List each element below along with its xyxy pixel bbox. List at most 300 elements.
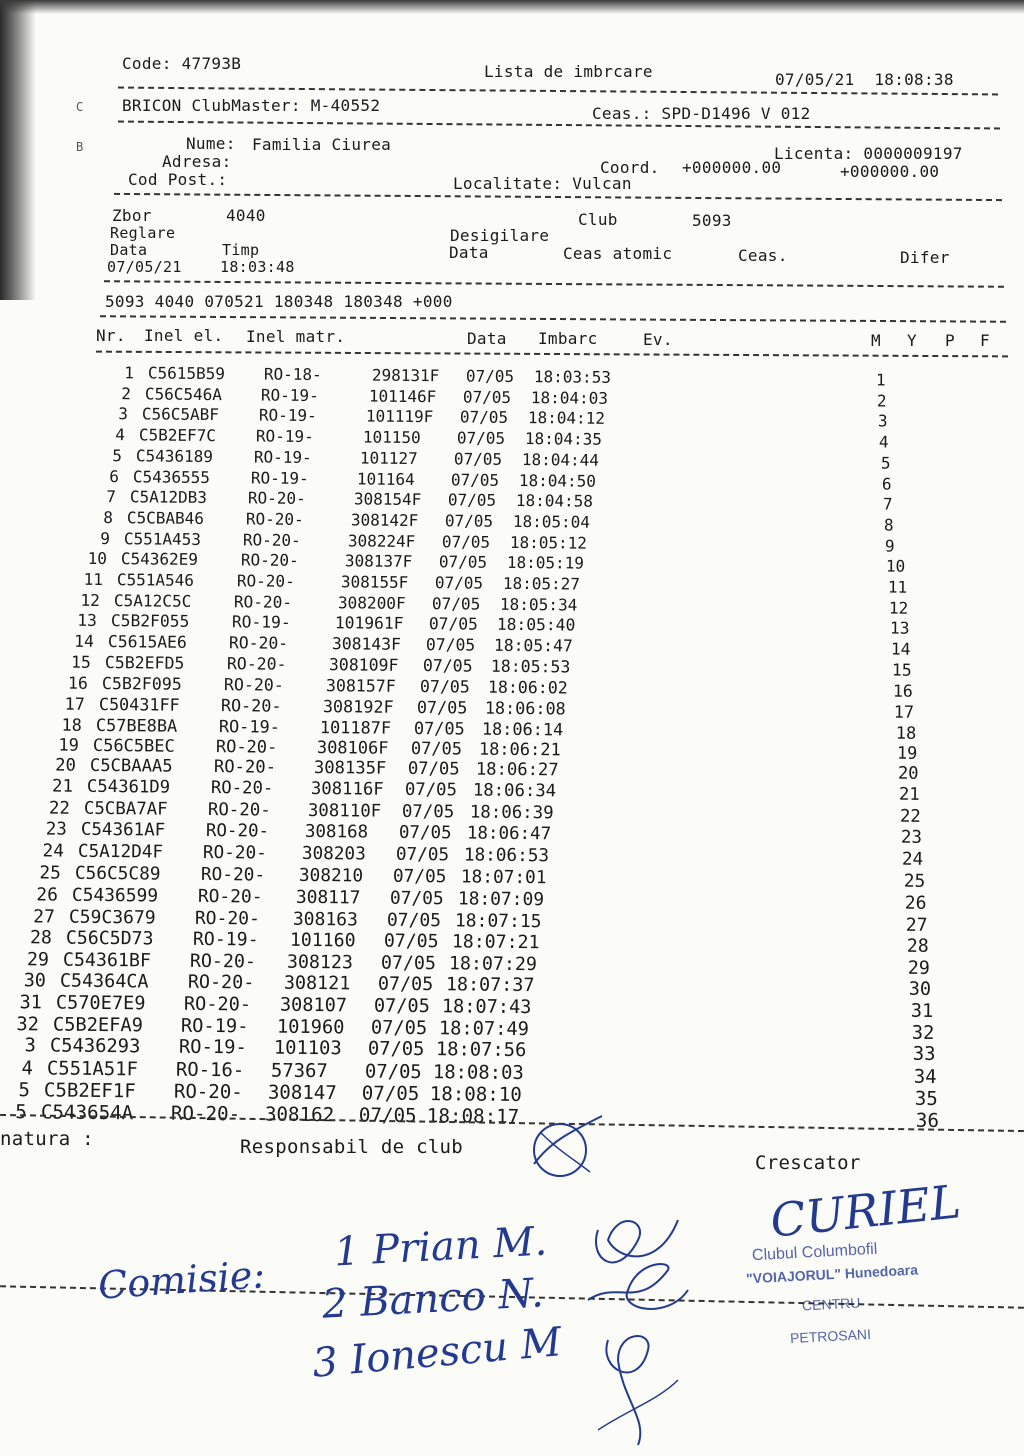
- rank-m: 31: [910, 1000, 934, 1022]
- row-number: 4: [115, 425, 125, 445]
- ring-prefix: RO-19-: [218, 715, 281, 737]
- ring-prefix: RO-20-: [247, 488, 306, 509]
- row-number: 15: [70, 652, 91, 672]
- ceas-atomic-label: Ceas atomic: [563, 244, 673, 263]
- arrival-time: 18:08:10: [429, 1082, 522, 1107]
- ring-prefix: RO-20-: [189, 950, 257, 973]
- electronic-ring: C543654A: [40, 1100, 134, 1125]
- arrival-time: 18:05:53: [490, 656, 571, 677]
- arrival-time: 18:06:02: [487, 677, 568, 697]
- club-label: Club: [578, 210, 618, 229]
- rank-m: 12: [888, 598, 909, 618]
- arrival-time: 18:04:12: [527, 408, 606, 429]
- row-number: 32: [16, 1013, 39, 1035]
- flight-summary-line: 5093 4040 070521 180348 180348 +000: [105, 292, 453, 311]
- ring-prefix: RO-16-: [175, 1058, 245, 1082]
- arrival-date: 07/05: [453, 449, 503, 469]
- ring-number: 308147: [267, 1080, 337, 1105]
- arrival-time: 18:07:15: [454, 909, 542, 932]
- rank-m: 30: [908, 979, 932, 1001]
- ring-prefix: RO-19-: [250, 467, 309, 488]
- desigilare-label: Desigilare: [450, 226, 550, 245]
- arrival-date: 07/05: [383, 930, 439, 953]
- row-number: 13: [77, 611, 97, 631]
- col-inel-el: Inel el.: [144, 326, 224, 345]
- row-number: 5: [18, 1078, 30, 1102]
- rank-m: 23: [900, 827, 923, 849]
- arrival-date: 07/05: [465, 366, 515, 386]
- divider: [100, 315, 1006, 323]
- arrival-time: 18:06:21: [478, 739, 561, 760]
- arrival-date: 07/05: [367, 1038, 425, 1061]
- stamp-line-1: Clubul Columbofil: [751, 1240, 878, 1265]
- arrival-time: 18:03:53: [533, 367, 612, 387]
- electronic-ring: C5A12D4F: [77, 841, 164, 863]
- arrival-time: 18:06:53: [463, 845, 550, 867]
- page-top-shadow: [0, 0, 1024, 14]
- rank-m: 13: [889, 618, 910, 639]
- ring-number: 308117: [295, 886, 361, 909]
- electronic-ring: C5436189: [135, 446, 214, 466]
- row-number: 16: [67, 673, 88, 693]
- electronic-ring: C5B2EFD5: [104, 652, 185, 673]
- divider: [114, 193, 1002, 201]
- ring-number: 308137F: [344, 551, 413, 572]
- ring-number: 308154F: [353, 489, 422, 510]
- rank-m: 35: [914, 1087, 938, 1111]
- reglare-date: 07/05/21: [107, 258, 182, 276]
- arrival-date: 07/05: [404, 779, 458, 801]
- rank-m: 15: [891, 660, 912, 680]
- rank-m: 2: [876, 391, 887, 411]
- clock-id: Ceas.: SPD-D1496 V 012: [592, 104, 811, 123]
- ring-prefix: RO-20-: [183, 993, 252, 1016]
- ring-number: 308107: [279, 994, 348, 1017]
- print-datetime: 07/05/21 18:08:38: [775, 70, 954, 89]
- ring-prefix: RO-20-: [215, 736, 278, 758]
- row-number: 27: [33, 905, 55, 928]
- ring-number: 101160: [289, 929, 356, 952]
- ring-prefix: RO-20-: [200, 864, 266, 886]
- arrival-date: 07/05: [434, 573, 484, 593]
- rank-m: 25: [903, 871, 926, 893]
- rank-m: 6: [881, 473, 892, 494]
- rank-m: 26: [904, 892, 927, 914]
- ring-prefix: RO-19-: [258, 405, 317, 426]
- arrival-time: 18:07:37: [445, 974, 535, 997]
- electronic-ring: C5615B59: [147, 363, 226, 384]
- col-m: M: [871, 331, 881, 350]
- coord-value-1: +000000.00: [682, 158, 782, 177]
- ring-number: 101187F: [319, 716, 392, 738]
- ring-number: 308210: [298, 865, 364, 887]
- arrival-date: 07/05: [373, 995, 430, 1018]
- ring-prefix: RO-19-: [253, 447, 312, 467]
- rank-m: 29: [907, 957, 930, 979]
- ring-prefix: RO-19-: [180, 1015, 249, 1037]
- arrival-date: 07/05: [370, 1017, 428, 1039]
- ring-prefix: RO-19-: [178, 1036, 247, 1059]
- electronic-ring: C5615AE6: [107, 632, 187, 652]
- commission-label: Comisie:: [96, 1252, 267, 1308]
- arrival-time: 18:04:35: [524, 429, 603, 449]
- ring-prefix: RO-19-: [231, 612, 291, 633]
- electronic-ring: C56C5C89: [74, 863, 161, 885]
- arrival-date: 07/05: [441, 531, 491, 552]
- row-number: 6: [109, 466, 119, 486]
- rank-m: 21: [898, 784, 920, 805]
- ring-number: 308163: [292, 908, 359, 931]
- arrival-date: 07/05: [419, 676, 470, 697]
- arrival-date: 07/05: [386, 909, 442, 931]
- col-p: P: [945, 331, 955, 350]
- ring-prefix: RO-20-: [233, 591, 293, 612]
- arrival-time: 18:04:58: [515, 491, 594, 511]
- row-number: 18: [61, 714, 82, 735]
- rank-m: 11: [887, 577, 908, 597]
- arrival-date: 07/05: [425, 635, 476, 655]
- name-value: Familia Ciurea: [252, 135, 392, 154]
- row-number: 21: [51, 776, 73, 797]
- code-label: Code: 47793B: [122, 54, 242, 73]
- commission-member-3: 3 Ionescu M: [310, 1319, 564, 1387]
- electronic-ring: C551A546: [116, 570, 195, 590]
- data-label: Data: [110, 241, 148, 259]
- ring-number: 308142F: [350, 510, 419, 530]
- electronic-ring: C54361D9: [86, 776, 171, 798]
- ring-prefix: RO-20-: [213, 757, 277, 778]
- electronic-ring: C5436555: [132, 466, 211, 487]
- electronic-ring: C5B2F055: [110, 611, 190, 632]
- arrival-date: 07/05: [462, 387, 512, 407]
- divider: [96, 351, 1008, 358]
- arrival-date: 07/05: [392, 866, 447, 888]
- arrival-date: 07/05: [459, 407, 509, 428]
- rank-m: 10: [885, 556, 906, 576]
- divider: [104, 280, 1004, 287]
- ceas-label: Ceas.: [738, 246, 788, 265]
- arrival-time: 18:07:01: [460, 866, 547, 889]
- electronic-ring: C5B2EF1F: [43, 1078, 136, 1103]
- commission-member-1: 1 Prian M.: [332, 1218, 549, 1276]
- col-ev: Ev.: [643, 330, 673, 349]
- arrival-date: 07/05: [438, 552, 488, 572]
- electronic-ring: C5B2F095: [101, 673, 182, 694]
- rank-m: 24: [901, 849, 924, 870]
- row-number: 25: [39, 862, 61, 884]
- row-number: 23: [45, 819, 67, 840]
- ring-prefix: RO-20-: [242, 529, 301, 550]
- rank-m: 9: [884, 536, 895, 556]
- arrival-date: 07/05: [456, 428, 506, 448]
- address-label: Adresa:: [162, 152, 232, 171]
- rank-m: 18: [895, 722, 917, 743]
- electronic-ring: C50431FF: [98, 694, 180, 715]
- row-number: 19: [58, 735, 79, 756]
- arrival-date: 07/05: [398, 823, 452, 844]
- arrival-time: 18:08:03: [432, 1060, 524, 1084]
- electronic-ring: C54361AF: [80, 819, 166, 841]
- difer-label: Difer: [900, 248, 950, 267]
- row-number: 22: [48, 798, 70, 819]
- divider: [118, 121, 1000, 130]
- ring-number: 308106F: [316, 737, 389, 759]
- rank-m: 16: [892, 681, 913, 701]
- ring-prefix: RO-20-: [228, 633, 289, 653]
- row-number: 12: [80, 590, 100, 610]
- ring-number: 298131F: [371, 365, 440, 386]
- rank-m: 8: [883, 515, 894, 535]
- zbor-value: 4040: [226, 206, 266, 225]
- ring-number: 308203: [301, 843, 366, 865]
- rank-m: 36: [915, 1108, 940, 1133]
- row-number: 3: [118, 404, 128, 424]
- ring-prefix: RO-20-: [226, 653, 287, 674]
- arrival-time: 18:07:21: [451, 931, 540, 954]
- ring-prefix: RO-20-: [197, 885, 263, 908]
- arrival-time: 18:06:47: [466, 823, 552, 845]
- electronic-ring: C56C5ABF: [141, 404, 220, 425]
- ring-number: 101127: [359, 448, 418, 468]
- locality: Localitate: Vulcan: [453, 174, 632, 193]
- col-nr: Nr.: [96, 326, 126, 345]
- ring-prefix: RO-20-: [220, 695, 282, 716]
- row-number: 4: [21, 1057, 33, 1080]
- ring-prefix: RO-20-: [173, 1080, 243, 1104]
- row-number: 26: [36, 884, 58, 906]
- ring-prefix: RO-20-: [194, 907, 261, 930]
- ring-number: 308155F: [340, 572, 409, 592]
- reglare-time: 18:03:48: [220, 258, 295, 276]
- row-number: 5: [112, 445, 122, 465]
- ring-prefix: RO-20-: [223, 674, 284, 695]
- postcode-label: Cod Post.:: [128, 170, 228, 189]
- arrival-time: 18:07:09: [457, 888, 545, 911]
- arrival-date: 07/05: [447, 490, 497, 510]
- electronic-ring: C54362E9: [120, 549, 199, 570]
- ring-number: 308143F: [331, 634, 402, 654]
- desigilare-data-label: Data: [449, 243, 489, 262]
- arrival-time: 18:06:39: [469, 802, 554, 823]
- club-responsible-signature-icon: [520, 1112, 610, 1182]
- margin-mark-b: B: [76, 140, 84, 154]
- arrival-time: 18:04:03: [530, 387, 609, 408]
- ring-prefix: RO-20-: [207, 799, 271, 821]
- ring-number: 308123: [286, 951, 354, 974]
- coord-label: Coord.: [600, 158, 660, 177]
- ring-prefix: RO-20-: [236, 571, 295, 591]
- arrival-time: 18:06:08: [484, 697, 566, 719]
- electronic-ring: C5CBAB46: [126, 508, 205, 528]
- electronic-ring: C5B2EFA9: [52, 1014, 144, 1036]
- stamp-line-4: PETROSANI: [789, 1325, 872, 1347]
- rank-m: 22: [899, 806, 921, 827]
- electronic-ring: C5CBAAA5: [89, 756, 173, 777]
- ring-number: 101961F: [334, 613, 404, 634]
- row-number: 9: [100, 528, 110, 548]
- margin-mark-c: C: [76, 100, 84, 114]
- electronic-ring: C551A453: [123, 528, 202, 549]
- arrival-time: 18:05:47: [493, 635, 573, 656]
- rank-m: 28: [906, 935, 929, 958]
- row-number: 20: [55, 755, 76, 777]
- license-number: Licenta: 0000009197: [774, 144, 963, 163]
- rank-m: 17: [893, 701, 915, 722]
- electronic-ring: C56C5BEC: [92, 735, 175, 757]
- row-number: 8: [103, 507, 113, 527]
- arrival-date: 07/05: [361, 1081, 420, 1106]
- commission-member-2: 2 Banco N.: [320, 1270, 545, 1328]
- club-value: 5093: [692, 211, 732, 230]
- arrival-time: 18:05:34: [499, 594, 578, 615]
- ring-prefix: RO-19-: [260, 385, 319, 405]
- row-number: 14: [74, 631, 94, 651]
- arrival-date: 07/05: [431, 593, 481, 614]
- rank-m: 19: [896, 743, 918, 764]
- electronic-ring: C56C5D73: [65, 927, 154, 950]
- stamp-line-3: CENTRU: [801, 1294, 861, 1314]
- ring-number: 101960: [276, 1016, 345, 1038]
- ring-number: 101164: [356, 468, 415, 489]
- ring-number: 101146F: [368, 386, 437, 406]
- rank-m: 27: [905, 914, 928, 936]
- arrival-time: 18:04:50: [518, 470, 597, 491]
- arrival-time: 18:05:27: [502, 573, 581, 594]
- col-data: Data: [467, 329, 507, 348]
- document-title: Lista de imbrcare: [484, 62, 653, 81]
- rank-m: 3: [877, 411, 888, 431]
- ring-number: 308168: [304, 822, 369, 843]
- signature-label: natura :: [0, 1128, 94, 1150]
- ring-prefix: RO-20-: [240, 550, 299, 571]
- stamp-line-2: "VOIAJORUL" Hunedoara: [745, 1261, 919, 1287]
- col-y: Y: [907, 331, 917, 350]
- electronic-ring: C570E7E9: [55, 992, 146, 1015]
- ring-number: 308109F: [328, 654, 399, 675]
- row-number: 11: [83, 569, 103, 589]
- breeder-label: Crescator: [755, 1152, 861, 1174]
- arrival-date: 07/05: [422, 655, 473, 676]
- arrival-time: 18:07:56: [435, 1039, 527, 1062]
- commission-signatures-icon: [578, 1200, 698, 1450]
- ring-number: 308121: [283, 973, 351, 995]
- electronic-ring: C57BE8BA: [95, 714, 178, 736]
- electronic-ring: C551A51F: [46, 1057, 138, 1081]
- ring-prefix: RO-20-: [210, 778, 274, 799]
- ring-prefix: RO-18-: [263, 364, 322, 385]
- name-label: Nume:: [186, 134, 236, 153]
- row-number: 5: [15, 1100, 27, 1124]
- electronic-ring: C54361BF: [62, 949, 152, 972]
- timp-label: Timp: [222, 241, 260, 259]
- row-number: 10: [87, 549, 107, 569]
- electronic-ring: C59C3679: [68, 906, 156, 929]
- electronic-ring: C5A12C5C: [113, 590, 192, 611]
- ring-number: 308200F: [337, 592, 406, 613]
- ring-number: 57367: [270, 1059, 328, 1082]
- ring-prefix: RO-20-: [205, 821, 270, 842]
- ring-prefix: RO-19-: [192, 929, 259, 951]
- rank-m: 1: [875, 370, 886, 390]
- rank-m: 20: [897, 763, 919, 785]
- arrival-date: 07/05: [407, 759, 460, 780]
- ring-prefix: RO-20-: [170, 1101, 241, 1126]
- arrival-time: 18:05:40: [496, 615, 576, 635]
- arrival-date: 07/05: [358, 1103, 417, 1127]
- arrival-date: 07/05: [416, 697, 468, 718]
- arrival-date: 07/05: [428, 614, 478, 634]
- rank-m: 33: [912, 1043, 936, 1066]
- ring-number: 308135F: [313, 758, 387, 780]
- arrival-date: 07/05: [389, 887, 444, 910]
- ring-number: 308116F: [310, 778, 384, 800]
- ring-number: 101119F: [365, 406, 434, 427]
- ring-number: 101150: [362, 427, 421, 448]
- electronic-ring: C56C546A: [144, 384, 223, 404]
- arrival-date: 07/05: [380, 952, 437, 974]
- reglare-label: Reglare: [110, 224, 176, 242]
- arrival-date: 07/05: [377, 974, 434, 996]
- col-f: F: [980, 331, 990, 350]
- row-number: 24: [42, 841, 64, 862]
- electronic-ring: C5A12DB3: [129, 487, 208, 508]
- arrival-time: 18:05:19: [506, 553, 585, 573]
- col-inel-matr: Inel matr.: [246, 327, 346, 346]
- ring-prefix: RO-20-: [202, 842, 267, 864]
- arrival-time: 18:06:27: [475, 759, 559, 781]
- arrival-date: 07/05: [413, 717, 465, 739]
- rank-m: 5: [880, 453, 891, 473]
- row-number: 17: [64, 693, 85, 715]
- arrival-date: 07/05: [395, 844, 450, 866]
- rank-m: 34: [913, 1065, 937, 1088]
- arrival-date: 07/05: [364, 1060, 422, 1083]
- coord-value-2: +000000.00: [840, 162, 940, 181]
- rank-m: 14: [890, 639, 911, 659]
- row-number: 29: [26, 949, 49, 971]
- electronic-ring: C5B2EF7C: [138, 425, 217, 446]
- club-master: BRICON ClubMaster: M-40552: [122, 96, 381, 115]
- club-responsible-label: Responsabil de club: [240, 1136, 464, 1158]
- ring-number: 308162: [264, 1102, 335, 1127]
- row-number: 3: [24, 1035, 36, 1057]
- arrival-time: 18:06:14: [481, 718, 564, 740]
- arrival-date: 07/05: [444, 511, 494, 531]
- arrival-time: 18:05:12: [509, 532, 588, 553]
- ring-number: 308157F: [325, 675, 396, 696]
- arrival-time: 18:04:44: [521, 449, 600, 470]
- row-number: 7: [106, 487, 116, 507]
- rank-m: 32: [911, 1022, 935, 1044]
- electronic-ring: C5436293: [49, 1035, 141, 1058]
- electronic-ring: C5CBA7AF: [83, 798, 168, 820]
- arrival-time: 18:07:29: [448, 953, 538, 975]
- arrival-time: 18:06:34: [472, 780, 557, 802]
- ring-number: 308224F: [347, 530, 416, 551]
- page-edge-shadow: [0, 0, 36, 300]
- arrival-date: 07/05: [450, 469, 500, 490]
- arrival-time: 18:07:49: [438, 1017, 529, 1040]
- rank-m: 4: [878, 432, 889, 452]
- ring-prefix: RO-19-: [255, 426, 314, 447]
- ring-number: 308110F: [307, 800, 382, 822]
- breeder-signature: CURIEL: [767, 1174, 964, 1248]
- row-number: 2: [121, 383, 131, 403]
- row-number: 28: [29, 927, 52, 949]
- ring-prefix: RO-20-: [245, 509, 304, 529]
- col-imbarc: Imbarc: [538, 329, 598, 348]
- arrival-date: 07/05: [401, 801, 455, 822]
